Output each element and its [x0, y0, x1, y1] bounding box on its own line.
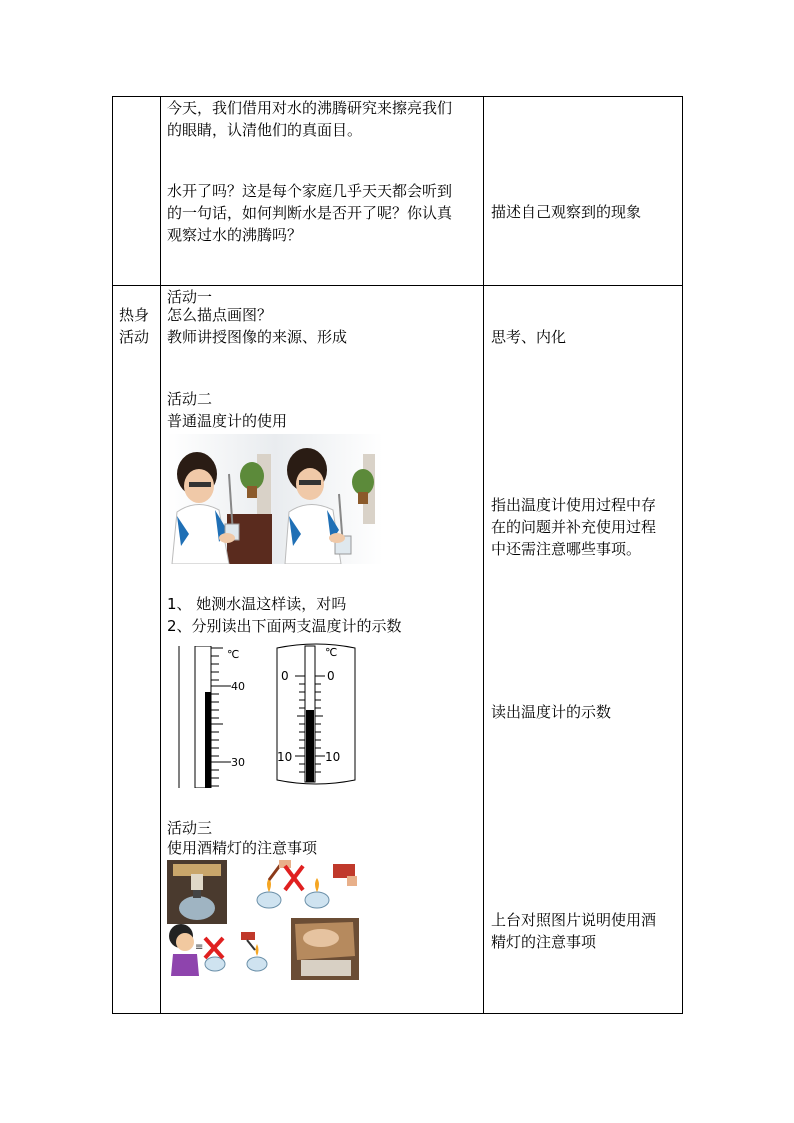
question-line-3: 观察过水的沸腾吗？ [167, 226, 303, 244]
question-line-2: 的一句话，如何判断水是否开了呢？你认真 [167, 204, 453, 222]
student-think: 思考、内化 [491, 328, 567, 346]
student-thermometer-issue-2: 在的问题并补充使用过程 [491, 518, 657, 536]
intro-line-2: 的眼睛，认清他们的真面目。 [167, 121, 363, 139]
thermo1-unit: ℃ [227, 648, 240, 661]
activity1-line2: 教师讲授图像的来源、形成 [167, 328, 348, 346]
activity2-question2: 2、分别读出下面两支温度计的示数 [167, 617, 402, 635]
intro-line-1: 今天，我们借用对水的沸腾研究来擦亮我们 [167, 99, 453, 117]
activity2-question1: 1、 她测水温这样读，对吗 [167, 595, 347, 613]
thermometer-diagram-2 [275, 642, 357, 786]
warmup-label-1: 热身 [119, 306, 150, 324]
row2-student-cell [484, 286, 683, 1014]
student-lamp-line-2: 精灯的注意事项 [491, 933, 597, 951]
activity2-title: 活动二 [167, 390, 213, 408]
thermo1-tick-30: 30 [231, 756, 245, 769]
student-thermometer-issue-3: 中还需注意哪些事项。 [491, 540, 642, 558]
student-lamp-line-1: 上台对照图片说明使用酒 [491, 911, 657, 929]
lesson-plan-table [112, 96, 683, 1014]
activity1-line1: 怎么描点画图？ [167, 306, 273, 324]
question-line-1: 水开了吗？这是每个家庭几乎天天都会听到 [167, 182, 453, 200]
row2-left-cell [113, 286, 161, 1014]
svg-text:≡: ≡ [195, 942, 204, 953]
thermo1-tick-40: 40 [231, 680, 245, 693]
warmup-label-2: 活动 [119, 328, 150, 346]
thermo2-right-tick-0: 0 [327, 669, 335, 683]
student-thermometer-issue-1: 指出温度计使用过程中存 [491, 496, 657, 514]
row1-teacher-cell [161, 97, 484, 286]
activity2-line1: 普通温度计的使用 [167, 412, 288, 430]
row1-left-cell [113, 97, 161, 286]
thermo2-left-tick-10: 10 [277, 750, 293, 764]
row1-student-cell [484, 97, 683, 286]
thermo2-right-tick-10: 10 [325, 750, 341, 764]
table-row [113, 286, 683, 1014]
row2-teacher-cell [161, 286, 484, 1014]
student-activity-1: 描述自己观察到的现象 [491, 203, 642, 221]
alcohol-lamp-illustrations [167, 860, 361, 980]
table-row [113, 97, 683, 286]
thermo2-left-tick-0: 0 [281, 669, 289, 683]
thermometer-diagram-1 [175, 646, 261, 788]
activity3-line1: 使用酒精灯的注意事项 [167, 839, 318, 857]
activity1-title: 活动一 [167, 288, 213, 306]
thermo2-unit: ℃ [325, 646, 338, 659]
activity3-title: 活动三 [167, 819, 213, 837]
thermometer-usage-photo [167, 434, 383, 564]
student-read-thermometer: 读出温度计的示数 [491, 703, 612, 721]
